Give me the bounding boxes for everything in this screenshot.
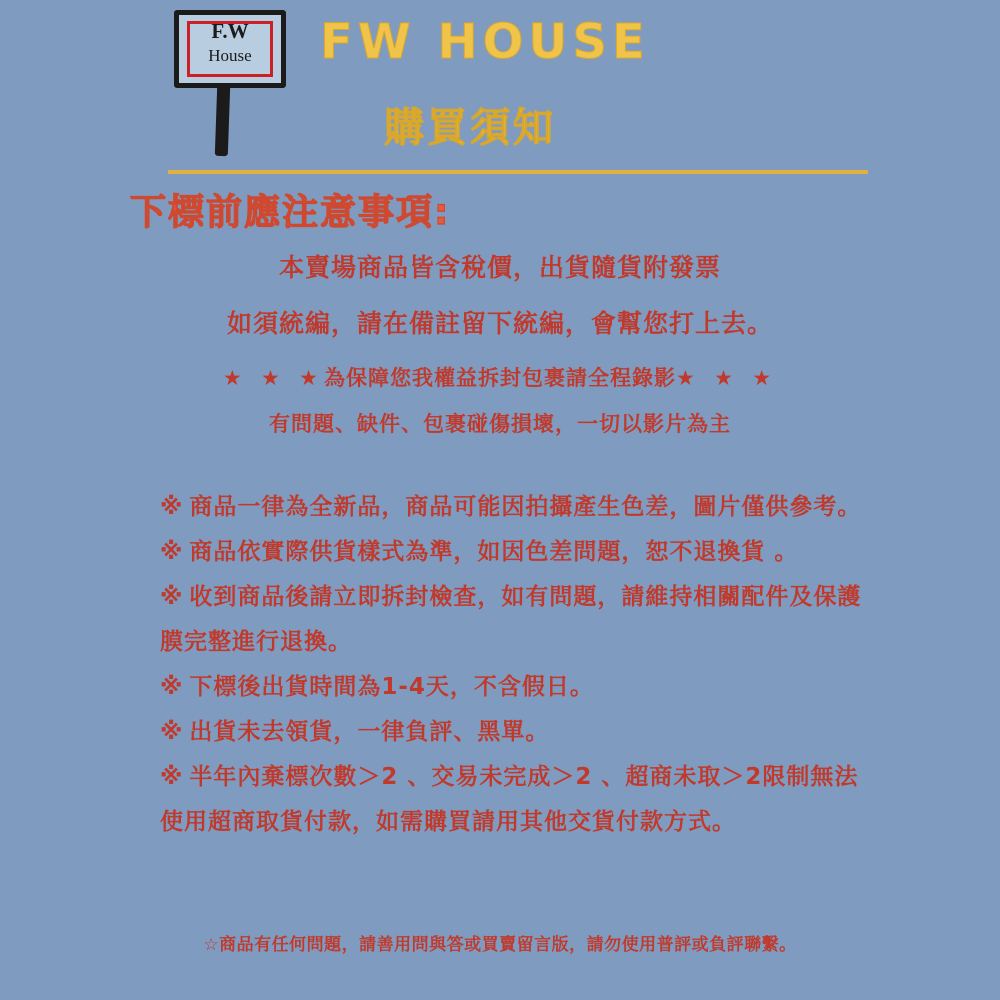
stars-left: ★ ★ ★ [222,366,324,390]
list-item [160,665,880,710]
note-mark-icon: ※ [160,764,184,790]
fw-house-logo [168,8,298,168]
note-mark-icon: ※ [160,719,184,745]
page-subtitle: 購買須知 [384,105,556,151]
list-item [160,485,880,530]
highlight-line-1: 本賣場商品皆含稅價，出貨隨貨附發票 [278,253,721,282]
note-text: 商品一律為全新品，商品可能因拍攝產生色差，圖片僅供參考。 [189,494,862,520]
list-item [160,575,880,665]
stars-right: ★ ★ ★ [676,366,778,390]
logo-signboard [174,10,286,88]
highlight-line-2: 如須統編，請在備註留下統編，會幫您打上去。 [226,309,773,338]
highlight-line-4: 有問題、缺件、包裹碰傷損壞，一切以影片為主 [269,412,731,436]
note-text: 出貨未去領貨，一律負評、黑單。 [189,719,550,745]
list-item [160,530,880,575]
footer-note: ☆商品有任何問題，請善用問與答或買賣留言版，請勿使用普評或負評聯繫。 [203,935,797,955]
note-text: 下標後出貨時間為1-4天，不含假日。 [189,674,594,700]
brand-title: FW HOUSE [320,14,650,70]
note-text: 半年內棄標次數＞2 、交易未完成＞2 、超商未取＞2限制無法使用超商取貨付款，如需購買請用其他交貨付款方式。 [160,764,859,835]
section-heading: 下標前應注意事項: [130,192,451,233]
highlight-block [0,248,1000,438]
header-divider [168,170,868,174]
highlight-line-3 [0,362,1000,392]
note-mark-icon: ※ [160,584,184,610]
highlight-line-3-text: 為保障您我權益拆封包裹請全程錄影 [324,366,676,390]
list-item [160,710,880,755]
note-text: 商品依實際供貨樣式為準，如因色差問題，恕不退換貨 。 [189,539,799,565]
note-mark-icon: ※ [160,674,184,700]
list-item [160,755,880,845]
note-mark-icon: ※ [160,539,184,565]
logo-text-house: House [208,46,252,65]
notes-list [160,485,880,845]
logo-signpost [215,86,230,156]
note-mark-icon: ※ [160,494,184,520]
logo-text-fw: F.W [211,19,249,43]
note-text: 收到商品後請立即拆封檢查，如有問題，請維持相關配件及保護膜完整進行退換。 [160,584,862,655]
